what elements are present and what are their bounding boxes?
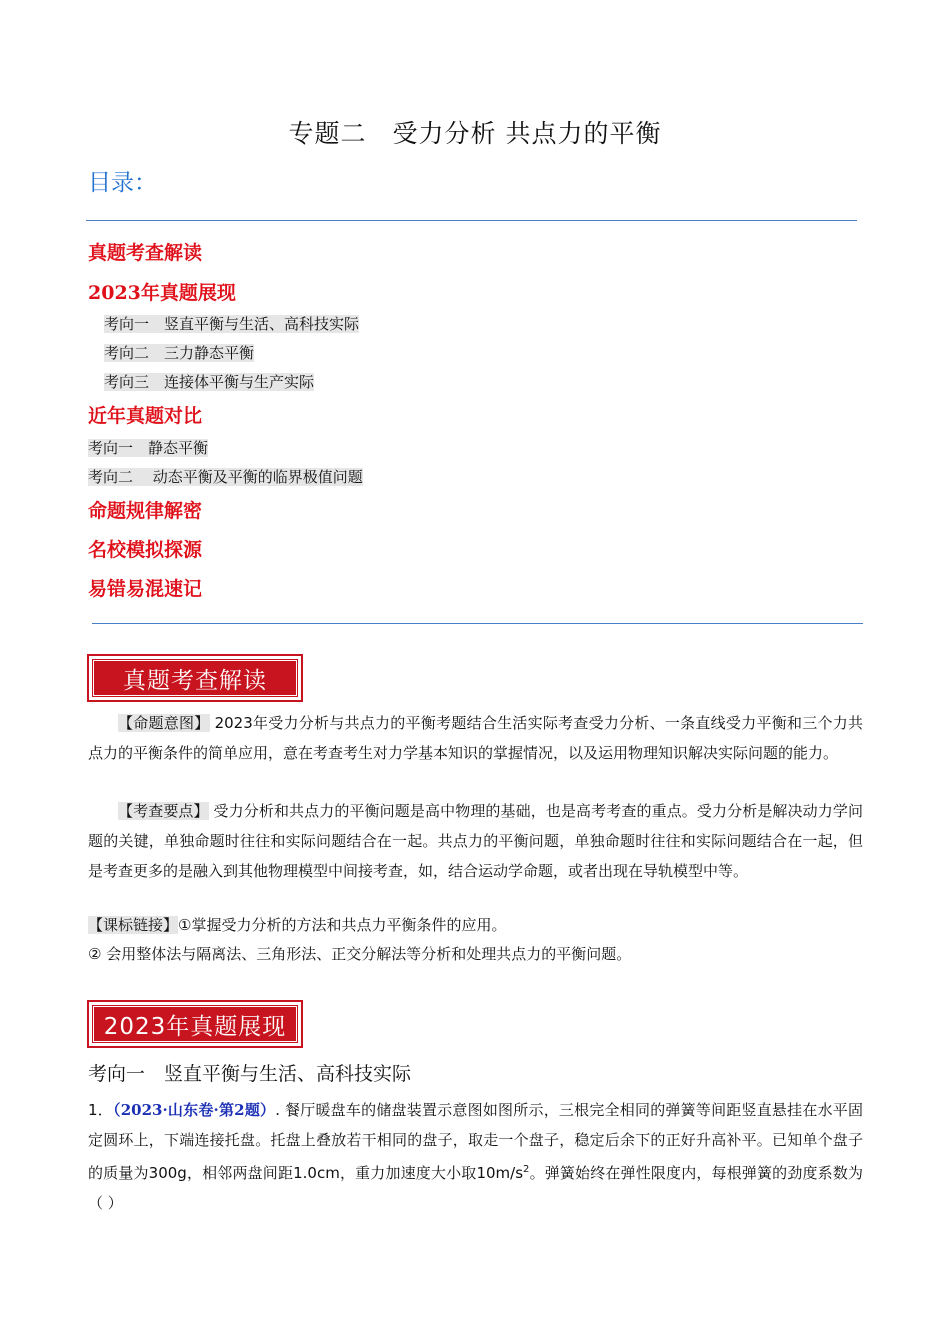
page-title: 专题二 受力分析 共点力的平衡 bbox=[288, 119, 662, 148]
toc-sub-label: 考向一 静态平衡 bbox=[88, 439, 209, 457]
toc-top-divider bbox=[86, 220, 857, 221]
points-text: 受力分析和共点力的平衡问题是高中物理的基础，也是高考考查的重点。受力分析是解决动力学问题的关键，单独命题时往往和实际问题结合在一起。共点力的平衡问题，单独命题时往往和实际问题结合在一起，但是考查更多的是融入到其他物理模型中间接考查，如，结合运动学命题，或者出现在导轨模型中等。 bbox=[88, 802, 863, 880]
link-text-2: ② 会用整体法与隔离法、三角形法、正交分解法等分析和处理共点力的平衡问题。 bbox=[88, 945, 632, 963]
toc-sub-label: 考向二 三力静态平衡 bbox=[104, 344, 255, 362]
toc-bottom-divider bbox=[92, 623, 863, 624]
toc-sub-label: 考向三 连接体平衡与生产实际 bbox=[104, 373, 315, 391]
banner-text: 2023年真题展现 bbox=[103, 1014, 287, 1040]
question-source: （2023·山东卷·第2题） bbox=[112, 1101, 276, 1119]
toc-item-mistakes[interactable]: 易错易混速记 bbox=[88, 578, 203, 600]
toc-sub-label: 考向二 动态平衡及平衡的临界极值问题 bbox=[88, 468, 363, 486]
toc-sub-2023-2[interactable] bbox=[104, 342, 254, 363]
question-sup: 2 bbox=[523, 1164, 530, 1175]
question-1 bbox=[88, 1095, 863, 1218]
toc-item-rules[interactable]: 命题规律解密 bbox=[88, 500, 203, 522]
toc-item-mock[interactable]: 名校模拟探源 bbox=[88, 539, 203, 561]
link-tag: 【课标链接】 bbox=[88, 916, 179, 934]
toc-sub-recent-2[interactable] bbox=[88, 466, 363, 487]
toc-sub-2023-1[interactable] bbox=[104, 313, 359, 334]
intent-tag: 【命题意图】 bbox=[118, 714, 210, 732]
toc-item-recent[interactable]: 近年真题对比 bbox=[88, 405, 203, 427]
question-text-a: . 餐厅暖盘车的储盘装置示意图如图所示，三根完全相同的弹簧等间距竖直悬挂在水平固定圆环上，下端连接托盘。托盘上叠放若干相同的盘子，取走一个盘子，稳定后余下的正好升高补平。已知单个盘子的质量为300g，相邻两盘间距1.0cm，重力加速度大小取10m/s bbox=[88, 1101, 864, 1182]
intent-paragraph bbox=[88, 708, 863, 768]
question-number: 1． bbox=[88, 1101, 113, 1119]
section-banner-2023 bbox=[87, 1000, 303, 1048]
question-text-b: 。弹簧始终在弹性限度内，每根弹簧的劲度系数为（ ） bbox=[88, 1164, 863, 1212]
points-tag: 【考查要点】 bbox=[118, 802, 209, 820]
link-paragraph bbox=[88, 910, 863, 940]
toc-item-interpretation[interactable]: 真题考查解读 bbox=[88, 242, 203, 264]
banner-text: 真题考查解读 bbox=[123, 668, 267, 694]
toc-item-2023[interactable]: 2023年真题展现 bbox=[88, 282, 236, 304]
points-paragraph bbox=[88, 796, 863, 886]
toc-sub-2023-3[interactable] bbox=[104, 371, 314, 392]
toc-sub-recent-1[interactable] bbox=[88, 437, 208, 458]
link-text-1: ①掌握受力分析的方法和共点力平衡条件的应用。 bbox=[178, 916, 507, 934]
toc-sub-label: 考向一 竖直平衡与生活、高科技实际 bbox=[104, 315, 360, 333]
section-banner-interpretation bbox=[87, 654, 303, 702]
intent-text: 2023年受力分析与共点力的平衡考题结合生活实际考查受力分析、一条直线受力平衡和三个力共点力的平衡条件的简单应用，意在考查考生对力学基本知识的掌握情况，以及运用物理知识解决实际问题的能力。 bbox=[88, 714, 863, 762]
toc-heading: 目录： bbox=[88, 170, 157, 196]
kx1-heading: 考向一 竖直平衡与生活、高科技实际 bbox=[88, 1063, 412, 1085]
